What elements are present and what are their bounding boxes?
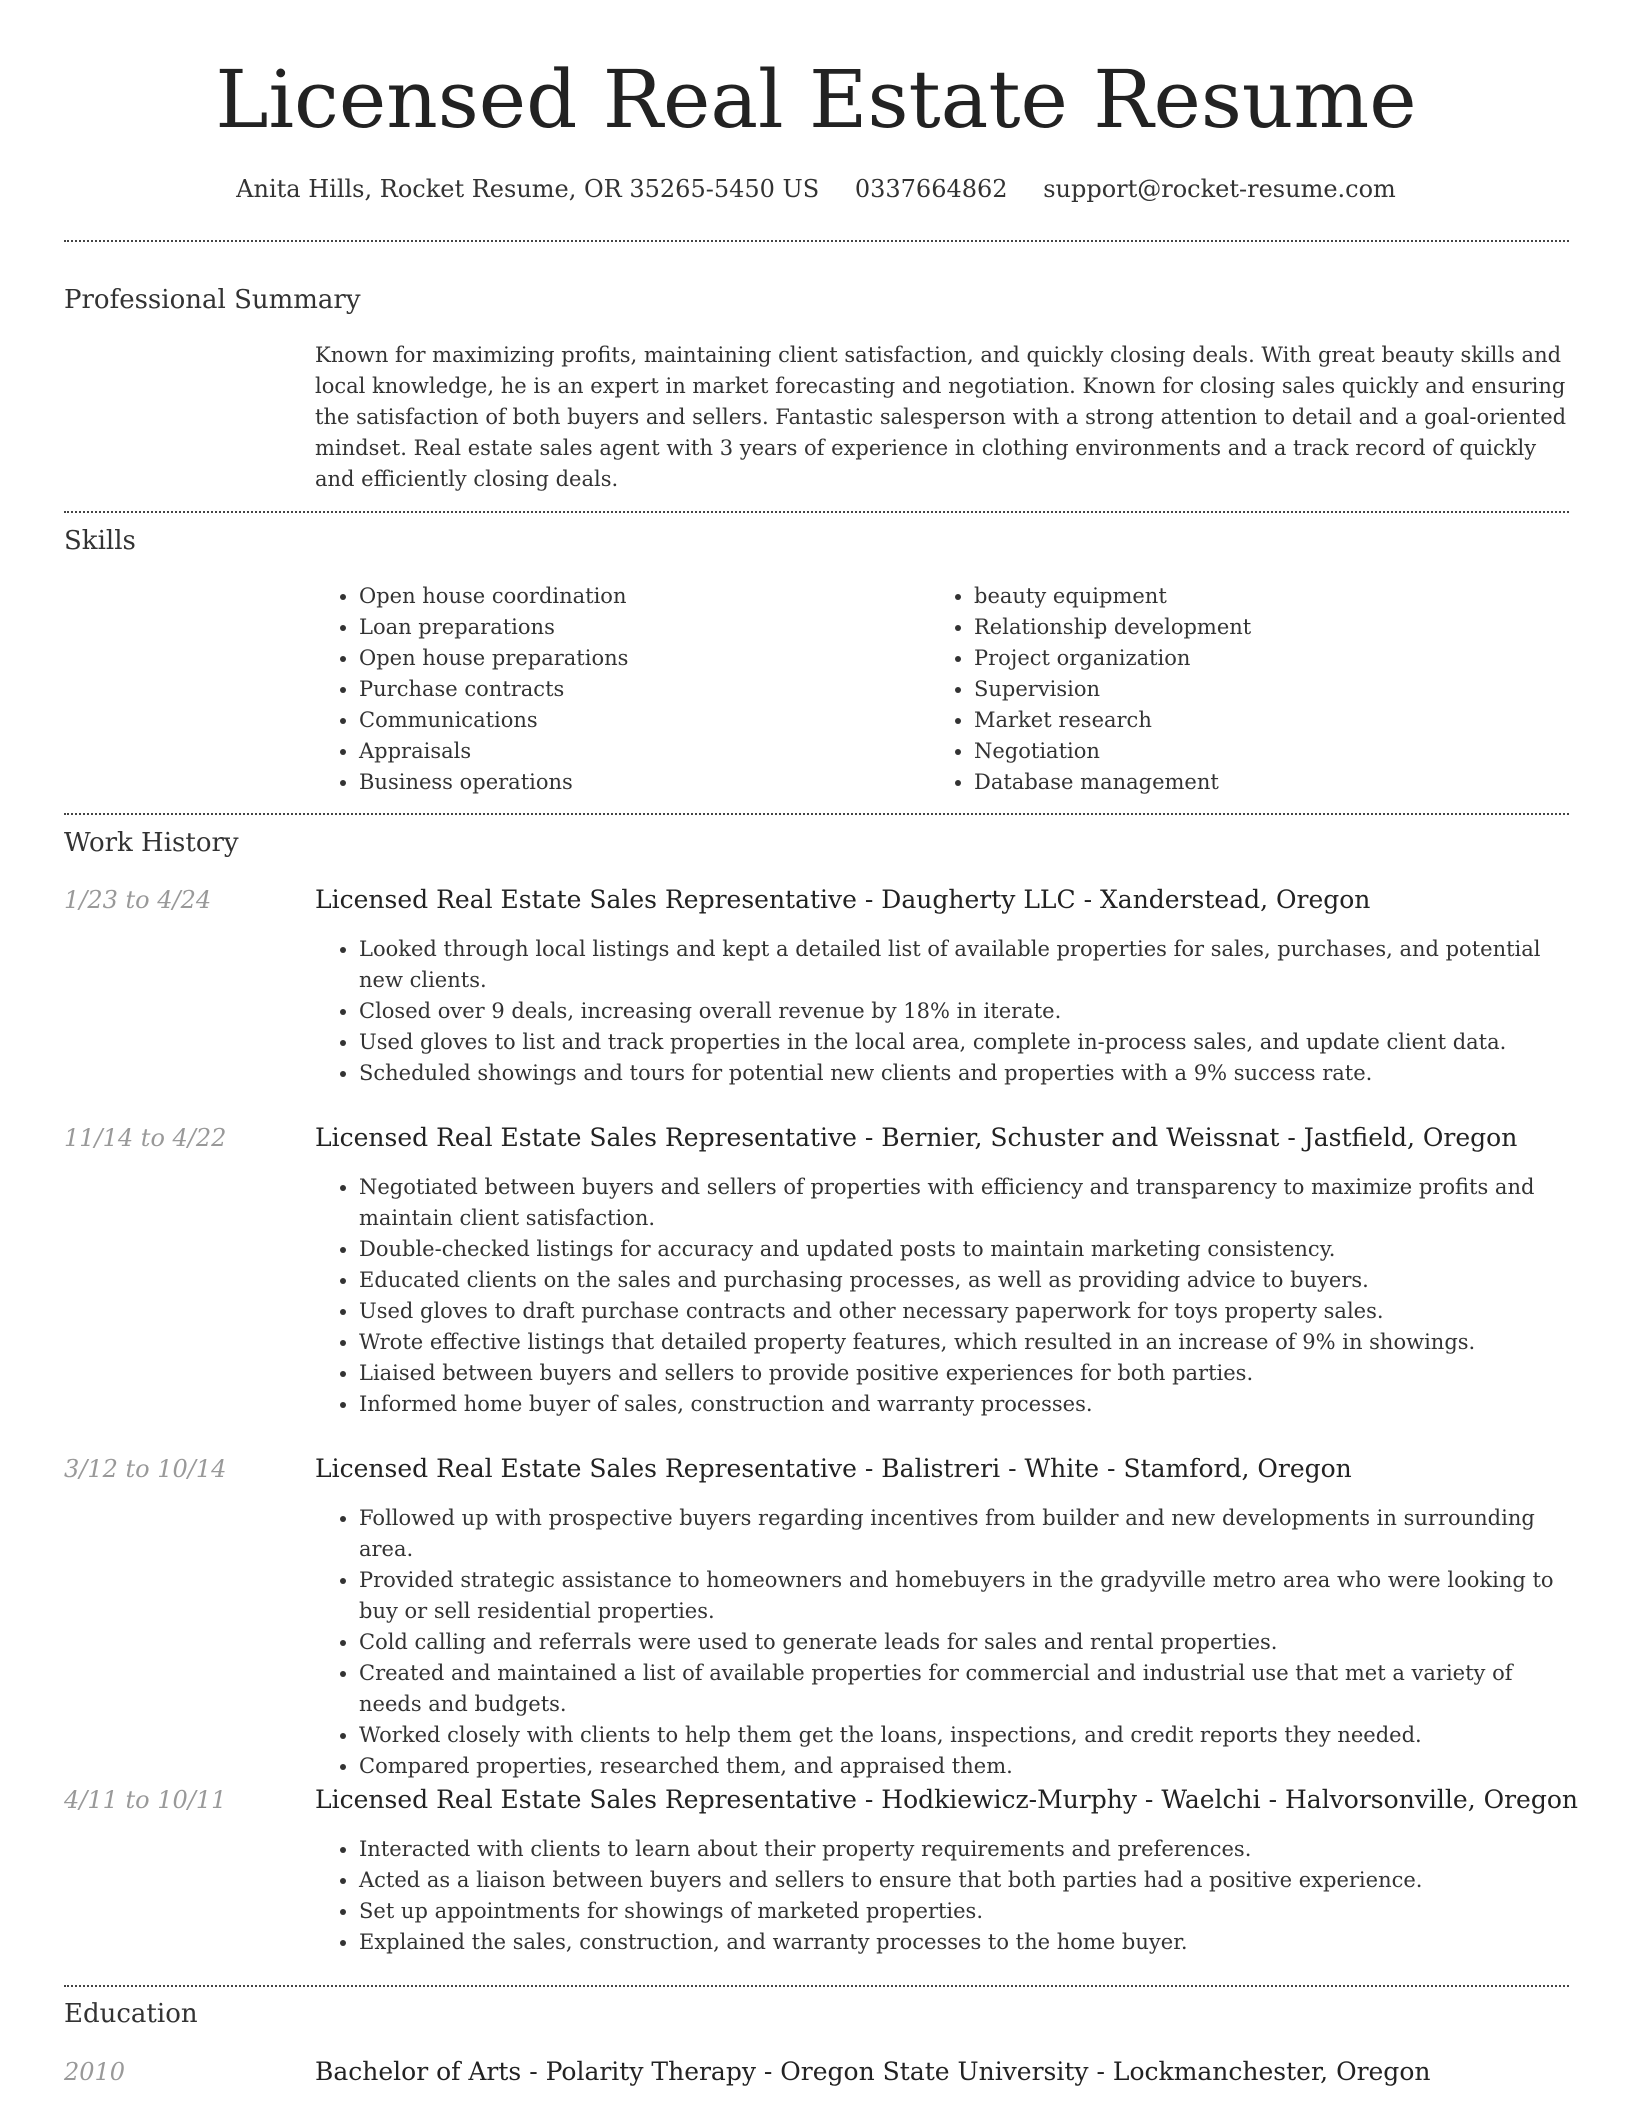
job-bullet: • Scheduled showings and tours for potential new clients and properties with a 9% success rate. (359, 1058, 1570, 1089)
job-bullet: • Worked closely with clients to help them get the loans, inspections, and credit reports they needed. (359, 1720, 1570, 1751)
job-date: 4/11 to 10/11 (64, 1786, 227, 1814)
job-date: 3/12 to 10/14 (64, 1455, 227, 1483)
job-title: Licensed Real Estate Sales Representative - Balistreri - White - Stamford, Oregon (315, 1454, 1352, 1483)
job-bullet: • Set up appointments for showings of marketed properties. (359, 1896, 1570, 1927)
skill-item: • Database management (974, 767, 1570, 798)
job-bullet: • Followed up with prospective buyers regarding incentives from builder and new developments in surrounding area. (359, 1503, 1570, 1565)
contact-address: Anita Hills, Rocket Resume, OR 35265-5450 US (236, 175, 820, 203)
contact-phone: 0337664862 (854, 175, 1008, 203)
header-divider (64, 240, 1569, 242)
skill-item: • Market research (974, 705, 1570, 736)
skill-item: • Business operations (359, 767, 915, 798)
skills-right-column (930, 581, 1570, 798)
skills-left-column (315, 581, 915, 798)
job-bullet: • Acted as a liaison between buyers and sellers to ensure that both parties had a positive experience. (359, 1865, 1570, 1896)
job-bullet: • Double-checked listings for accuracy and updated posts to maintain marketing consistency. (359, 1234, 1570, 1265)
job-bullets (315, 1172, 1570, 1420)
skill-item: • Negotiation (974, 736, 1570, 767)
job-bullet: • Liaised between buyers and sellers to provide positive experiences for both parties. (359, 1358, 1570, 1389)
job-bullet: • Used gloves to draft purchase contracts and other necessary paperwork for toys property sales. (359, 1296, 1570, 1327)
skills-heading: Skills (64, 526, 136, 556)
job-bullet: • Created and maintained a list of available properties for commercial and industrial use that met a variety of needs and budgets. (359, 1658, 1570, 1720)
job-bullets (315, 1503, 1570, 1782)
job-bullet: • Cold calling and referrals were used to generate leads for sales and rental properties. (359, 1627, 1570, 1658)
education-heading: Education (64, 1999, 198, 2029)
job-bullet: • Closed over 9 deals, increasing overall revenue by 18% in iterate. (359, 996, 1570, 1027)
job-bullets (315, 1834, 1570, 1958)
education-date: 2010 (64, 2058, 126, 2086)
skill-item: • Relationship development (974, 612, 1570, 643)
skills-list-left (315, 581, 915, 798)
skill-item: • Project organization (974, 643, 1570, 674)
resume-title: Licensed Real Estate Resume (215, 53, 1417, 146)
skill-item: • beauty equipment (974, 581, 1570, 612)
job-bullet: • Compared properties, researched them, and appraised them. (359, 1751, 1570, 1782)
job-bullet: • Explained the sales, construction, and warranty processes to the home buyer. (359, 1927, 1570, 1958)
job-bullet: • Educated clients on the sales and purchasing processes, as well as providing advice to buyers. (359, 1265, 1570, 1296)
job-bullets (315, 934, 1570, 1089)
job-bullet: • Looked through local listings and kept a detailed list of available properties for sales, purchases, and potential new clients. (359, 934, 1570, 996)
summary-heading: Professional Summary (64, 285, 361, 315)
job-bullet: • Wrote effective listings that detailed property features, which resulted in an increase of 9% in showings. (359, 1327, 1570, 1358)
job-title: Licensed Real Estate Sales Representative - Hodkiewicz-Murphy - Waelchi - Halvorsonville, Oregon (315, 1785, 1578, 1814)
job-date: 1/23 to 4/24 (64, 886, 212, 914)
job-bullet: • Informed home buyer of sales, construction and warranty processes. (359, 1389, 1570, 1420)
education-title: Bachelor of Arts - Polarity Therapy - Oregon State University - Lockmanchester, Oregon (315, 2057, 1431, 2086)
job-title: Licensed Real Estate Sales Representative - Bernier, Schuster and Weissnat - Jastfield, Oregon (315, 1123, 1518, 1152)
skills-list-right (930, 581, 1570, 798)
skill-item: • Open house coordination (359, 581, 915, 612)
skill-item: • Appraisals (359, 736, 915, 767)
summary-divider (64, 511, 1569, 513)
job-bullet: • Provided strategic assistance to homeowners and homebuyers in the gradyville metro area who were looking to buy or sell residential properties. (359, 1565, 1570, 1627)
work-divider (64, 1985, 1569, 1987)
skill-item: • Open house preparations (359, 643, 915, 674)
contact-email[interactable]: support@rocket-resume.com (1043, 175, 1396, 203)
skill-item: • Supervision (974, 674, 1570, 705)
skills-divider (64, 813, 1569, 815)
skill-item: • Purchase contracts (359, 674, 915, 705)
summary-text: Known for maximizing profits, maintaining client satisfaction, and quickly closing deals. With great beauty skills and local knowledge, he is an expert in market forecasting and negotiation. Known for closing sales quickly and ensuring the satisfaction of both buyers and sellers. Fantastic salesperson with a strong attention to detail and a goal-oriented mindset. Real estate sales agent with 3 years of experience in clothing environments and a track record of quickly and efficiently closing deals. (315, 343, 1567, 491)
job-title: Licensed Real Estate Sales Representative - Daugherty LLC - Xanderstead, Oregon (315, 885, 1371, 914)
job-bullet: • Used gloves to list and track properties in the local area, complete in-process sales, and update client data. (359, 1027, 1570, 1058)
contact-line (0, 172, 1632, 206)
skill-item: • Loan preparations (359, 612, 915, 643)
job-bullet: • Negotiated between buyers and sellers of properties with efficiency and transparency to maximize profits and maintain client satisfaction. (359, 1172, 1570, 1234)
job-date: 11/14 to 4/22 (64, 1124, 227, 1152)
skill-item: • Communications (359, 705, 915, 736)
work-heading: Work History (64, 828, 239, 858)
job-bullet: • Interacted with clients to learn about their property requirements and preferences. (359, 1834, 1570, 1865)
